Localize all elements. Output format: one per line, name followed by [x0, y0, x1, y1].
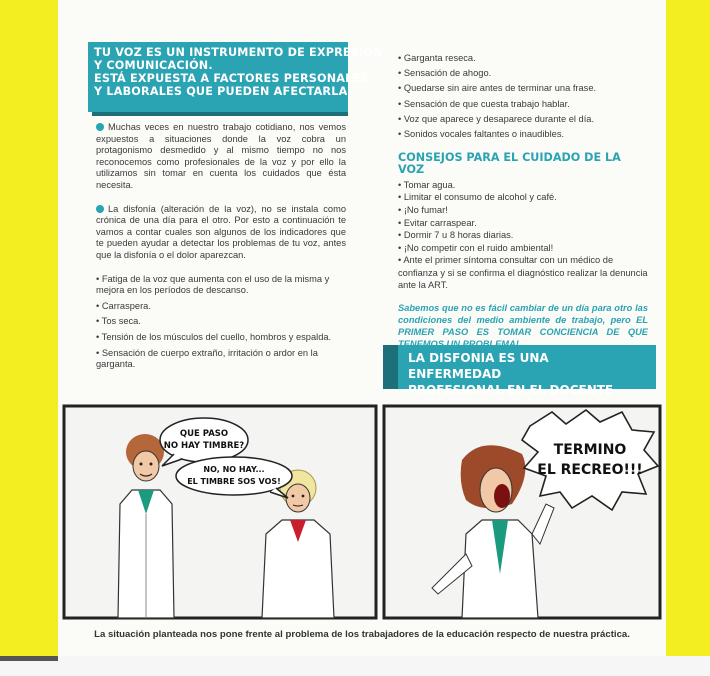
symptom-item: • Quedarse sin aire antes de terminar una frase. [398, 83, 597, 94]
tip-item: • Dormir 7 u 8 horas diarias. [398, 230, 514, 241]
banner-line-1: LA DISFONIA ES UNA ENFERMEDAD [408, 351, 549, 381]
tips-title: CONSEJOS PARA EL CUIDADO DE LA VOZ [398, 150, 621, 177]
tip-item: • Tomar agua. [398, 179, 456, 190]
tip-item: • Evitar carraspear. [398, 217, 477, 228]
symptom-item: • Fatiga de la voz que aumenta con el uso de la misma y mejora en los períodos de descanso. [96, 273, 330, 296]
symptom-item: • Sensación de que cuesta trabajo hablar. [398, 98, 570, 109]
symptom-item: • Sonidos vocales faltantes o inaudibles. [398, 128, 565, 139]
symptom-list-left [96, 274, 346, 371]
bottom-edge-line [0, 656, 58, 661]
symptom-list-right [398, 52, 648, 141]
tip-item: • Limitar el consumo de alcohol y café. [398, 192, 557, 203]
intro-text: Muchas veces en nuestro trabajo cotidiano, nos vemos expuestos a situaciones donde la voz cobra un protagonismo desmedido y al mismo tiempo no nos reconocemos como profesionales de la voz y por ello la utilizamos sin tomar en cuenta los cuidados que ésta necesita. [96, 122, 346, 190]
bubble-1-line-1: QUE PASO [179, 429, 229, 439]
disfonia-banner [398, 345, 656, 397]
bubble-3-line-2: EL RECREO!!! [537, 462, 643, 478]
bubble-1-line-2: NO HAY TIMBRE? [163, 441, 245, 451]
symptom-item: • Sensación de ahogo. [398, 68, 492, 79]
teal-bullet-icon [96, 123, 104, 131]
comic-strip [62, 404, 662, 622]
tip-item: • Ante el primer síntoma consultar con un médico de confianza y si se confirma el diagnóstico realizar la denuncia ante la ART. [398, 255, 648, 291]
banner-line-2: PROFESIONAL EN EL DOCENTE [408, 383, 614, 397]
symptom-item: • Sensación de cuerpo extraño, irritación o ardor en la garganta. [96, 347, 318, 370]
symptom-item: • Garganta reseca. [398, 53, 476, 63]
header-line-4: Y LABORALES QUE PUEDEN AFECTARLA. [94, 85, 353, 98]
header-line-1: TU VOZ ES UN INSTRUMENTO DE EXPRESIÓN [94, 46, 383, 59]
disfonia-paragraph [96, 204, 346, 262]
header-title-box [88, 42, 383, 112]
bottom-bar [0, 656, 710, 676]
header-line-2: Y COMUNICACIÓN. [94, 59, 213, 72]
tips-section [398, 179, 648, 292]
bubble-3-line-1: TERMINO [553, 442, 627, 458]
teal-bullet-icon [96, 205, 104, 213]
header-line-3: ESTÁ EXPUESTA A FACTORES PERSONALES [94, 72, 369, 85]
tips-list [398, 179, 648, 292]
bubble-2-line-2: EL TIMBRE SOS VOS! [187, 477, 281, 486]
disfonia-text: La disfonía (alteración de la voz), no se instala como crónica de una día para el otro. Por esto a continuación te vamos a contar cuales son algunos de los indicadores que te pueden ayudar a detectar los problemas de tu voz, antes que la disfonía o el dolor aparezcan. [96, 203, 346, 260]
comic-caption: La situación planteada nos pone frente al problema de los trabajadores de la educación respecto de nuestra práctica. [94, 629, 630, 640]
symptom-item: • Tos seca. [96, 316, 141, 327]
symptom-item: • Voz que aparece y desaparece durante el día. [398, 113, 595, 124]
left-column [96, 122, 346, 375]
tip-item: • ¡No competir con el ruido ambiental! [398, 242, 554, 253]
intro-paragraph [96, 122, 346, 192]
symptom-item: • Carraspera. [96, 300, 151, 311]
bubble-2-line-1: NO, NO HAY... [203, 465, 265, 474]
yellow-border-left [0, 0, 58, 676]
tip-item: • ¡No fumar! [398, 204, 448, 215]
awareness-note: Sabemos que no es fácil cambiar de un día para otro las condiciones del medio ambiente de trabajo, pero EL PRIMER PASO ES TOMAR CONCIENCIA DE QUE [398, 303, 648, 338]
symptom-item: • Tensión de los músculos del cuello, hombros y espalda. [96, 331, 332, 342]
right-column [398, 52, 648, 350]
yellow-border-right [666, 0, 710, 676]
banner-shadow [383, 345, 398, 389]
